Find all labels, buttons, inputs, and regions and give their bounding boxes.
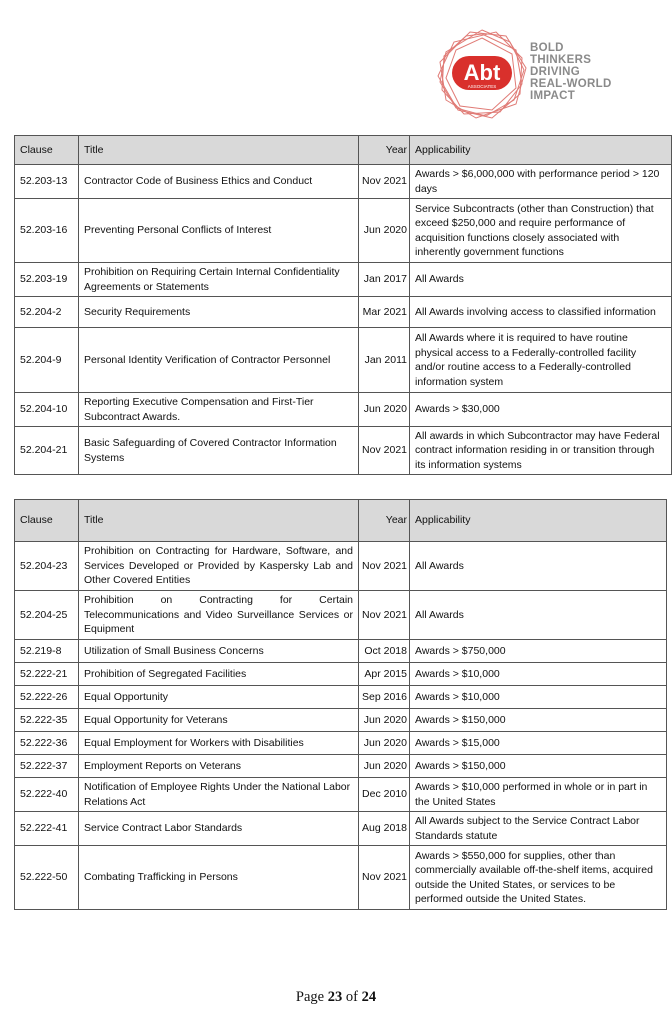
applicability-cell: Awards > $30,000: [410, 393, 672, 427]
title-cell: Employment Reports on Veterans: [79, 755, 359, 778]
title-cell: Prohibition on Contracting for Hardware, Software, and Services Developed or Provided by Kaspersky Lab and Other Covered Entities: [79, 542, 359, 591]
table-body: [15, 165, 672, 475]
applicability-cell: Awards > $150,000: [410, 755, 667, 778]
title-cell: Equal Opportunity: [79, 686, 359, 709]
header-year: Year: [359, 136, 410, 165]
year-cell: Nov 2021: [359, 591, 410, 640]
clauses-table-1: [14, 135, 672, 475]
applicability-cell: Awards > $550,000 for supplies, other than commercially available off-the-shelf items, acquired outside the United States, or services to be performed outside the United States.: [410, 846, 667, 910]
applicability-cell: Awards > $6,000,000 with performance period > 120 days: [410, 165, 672, 199]
clause-cell: 52.203-13: [15, 165, 79, 199]
table-row: [15, 297, 672, 328]
applicability-cell: Awards > $10,000: [410, 686, 667, 709]
page-of: of: [345, 989, 358, 1005]
year-cell: Jun 2020: [359, 732, 410, 755]
page-footer: [0, 989, 672, 1006]
year-cell: Nov 2021: [359, 846, 410, 910]
applicability-cell: Awards > $750,000: [410, 640, 667, 663]
table-row: [15, 663, 667, 686]
header-clause: Clause: [15, 136, 79, 165]
header-clause: Clause: [15, 500, 79, 542]
table-row: [15, 199, 672, 263]
applicability-cell: Awards > $10,000 performed in whole or in part in the United States: [410, 778, 667, 812]
year-cell: Jan 2011: [359, 328, 410, 393]
title-cell: Preventing Personal Conflicts of Interest: [79, 199, 359, 263]
applicability-cell: All Awards: [410, 263, 672, 297]
year-cell: Jun 2020: [359, 755, 410, 778]
clause-cell: 52.219-8: [15, 640, 79, 663]
year-cell: Nov 2021: [359, 542, 410, 591]
title-cell: Equal Employment for Workers with Disabilities: [79, 732, 359, 755]
applicability-cell: All Awards involving access to classified information: [410, 297, 672, 328]
title-cell: Notification of Employee Rights Under the National Labor Relations Act: [79, 778, 359, 812]
applicability-cell: Awards > $15,000: [410, 732, 667, 755]
clause-cell: 52.204-9: [15, 328, 79, 393]
header-title: Title: [79, 500, 359, 542]
table-row: [15, 542, 667, 591]
table-body: [15, 542, 667, 910]
title-cell: Utilization of Small Business Concerns: [79, 640, 359, 663]
table-row: [15, 591, 667, 640]
table-row: [15, 732, 667, 755]
clause-cell: 52.222-50: [15, 846, 79, 910]
title-cell: Equal Opportunity for Veterans: [79, 709, 359, 732]
applicability-cell: All Awards: [410, 591, 667, 640]
logo-tagline: [530, 42, 612, 102]
table-row: [15, 165, 672, 199]
table-header-row: [15, 500, 667, 542]
abt-logo-mark: [436, 28, 528, 120]
year-cell: Jun 2020: [359, 199, 410, 263]
table-row: [15, 263, 672, 297]
table-row: [15, 755, 667, 778]
year-cell: Oct 2018: [359, 640, 410, 663]
header-applicability: Applicability: [410, 500, 667, 542]
page-total: 24: [361, 989, 377, 1005]
title-cell: Prohibition of Segregated Facilities: [79, 663, 359, 686]
table-row: [15, 427, 672, 475]
clause-cell: 52.222-26: [15, 686, 79, 709]
table-row: [15, 812, 667, 846]
year-cell: Mar 2021: [359, 297, 410, 328]
year-cell: Aug 2018: [359, 812, 410, 846]
clause-cell: 52.222-41: [15, 812, 79, 846]
clause-cell: 52.203-16: [15, 199, 79, 263]
year-cell: Jan 2017: [359, 263, 410, 297]
title-cell: Basic Safeguarding of Covered Contractor Information Systems: [79, 427, 359, 475]
table-row: [15, 328, 672, 393]
table-row: [15, 640, 667, 663]
clause-cell: 52.222-37: [15, 755, 79, 778]
clause-cell: 52.204-21: [15, 427, 79, 475]
title-cell: Personal Identity Verification of Contractor Personnel: [79, 328, 359, 393]
page-current: 23: [327, 989, 343, 1005]
year-cell: Nov 2021: [359, 165, 410, 199]
title-cell: Reporting Executive Compensation and First-Tier Subcontract Awards.: [79, 393, 359, 427]
abt-logo: [436, 28, 636, 116]
clause-cell: 52.222-35: [15, 709, 79, 732]
applicability-cell: Service Subcontracts (other than Construction) that exceed $250,000 and require performance of acquisition functions closely associated with inherently government functions: [410, 199, 672, 263]
title-cell: Combating Trafficking in Persons: [79, 846, 359, 910]
clause-cell: 52.204-10: [15, 393, 79, 427]
header-year: Year: [359, 500, 410, 542]
clause-cell: 52.204-23: [15, 542, 79, 591]
year-cell: Sep 2016: [359, 686, 410, 709]
table-header-row: [15, 136, 672, 165]
title-cell: Contractor Code of Business Ethics and Conduct: [79, 165, 359, 199]
table-row: [15, 846, 667, 910]
applicability-cell: All awards in which Subcontractor may have Federal contract information residing in or transition through its information systems: [410, 427, 672, 475]
applicability-cell: All Awards subject to the Service Contract Labor Standards statute: [410, 812, 667, 846]
applicability-cell: Awards > $10,000: [410, 663, 667, 686]
table-row: [15, 709, 667, 732]
clause-cell: 52.222-21: [15, 663, 79, 686]
year-cell: Jun 2020: [359, 393, 410, 427]
clause-cell: 52.203-19: [15, 263, 79, 297]
page-label: Page: [295, 989, 325, 1005]
tagline-line: IMPACT: [530, 90, 576, 102]
logo-brand-sub: ASSOCIATES: [467, 84, 497, 89]
clause-cell: 52.222-40: [15, 778, 79, 812]
title-cell: Security Requirements: [79, 297, 359, 328]
clause-cell: 52.204-2: [15, 297, 79, 328]
header-title: Title: [79, 136, 359, 165]
year-cell: Nov 2021: [359, 427, 410, 475]
clause-cell: 52.222-36: [15, 732, 79, 755]
year-cell: Jun 2020: [359, 709, 410, 732]
tagline-line: REAL-WORLD: [530, 78, 612, 90]
year-cell: Dec 2010: [359, 778, 410, 812]
clause-cell: 52.204-25: [15, 591, 79, 640]
header-applicability: Applicability: [410, 136, 672, 165]
title-cell: Prohibition on Contracting for Certain Telecommunications and Video Surveillance Services or Equipment: [79, 591, 359, 640]
tagline-line: DRIVING: [530, 66, 581, 78]
title-cell: Service Contract Labor Standards: [79, 812, 359, 846]
tagline-line: BOLD: [530, 42, 564, 54]
logo-brand: Abt: [463, 60, 501, 85]
year-cell: Apr 2015: [359, 663, 410, 686]
table-row: [15, 686, 667, 709]
title-cell: Prohibition on Requiring Certain Internal Confidentiality Agreements or Statements: [79, 263, 359, 297]
applicability-cell: All Awards: [410, 542, 667, 591]
clauses-table-2: [14, 499, 667, 910]
table-row: [15, 778, 667, 812]
applicability-cell: Awards > $150,000: [410, 709, 667, 732]
table-row: [15, 393, 672, 427]
tagline-line: THINKERS: [530, 54, 592, 66]
applicability-cell: All Awards where it is required to have routine physical access to a Federally-controlled facility and/or routine access to a Federally-controlled information system: [410, 328, 672, 393]
